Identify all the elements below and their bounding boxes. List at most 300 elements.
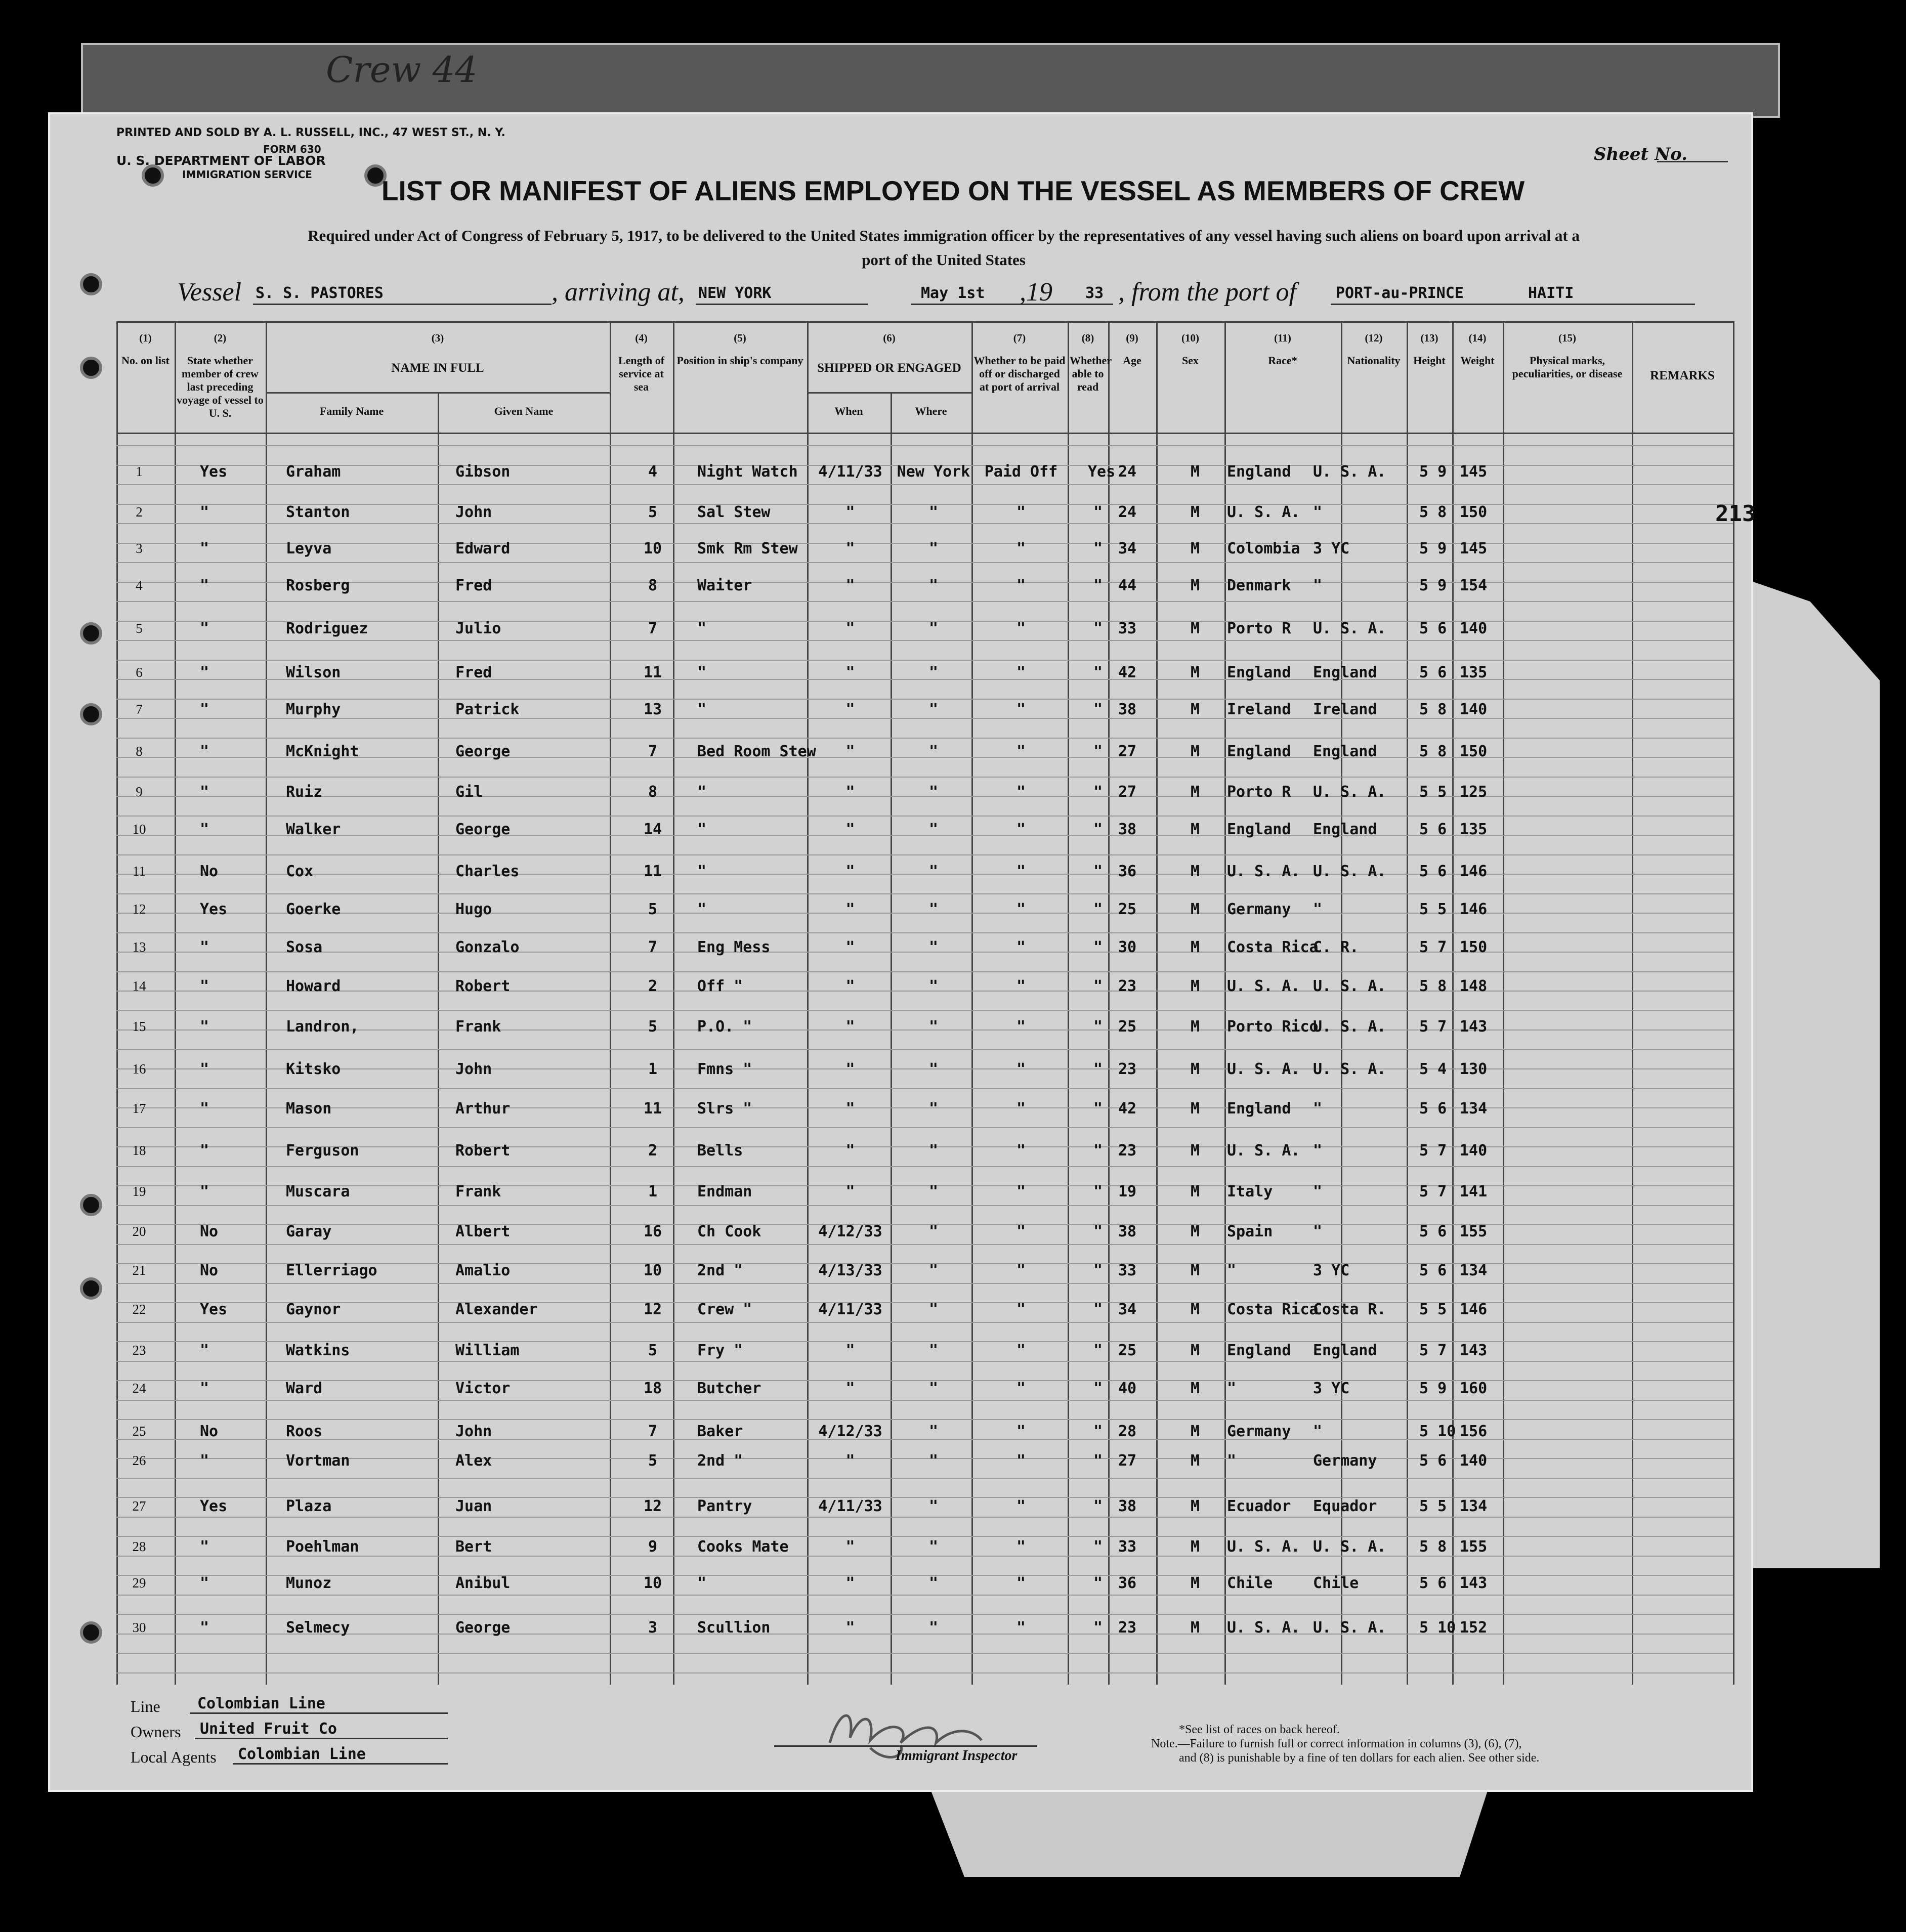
cell-when: " (845, 783, 855, 801)
grid-subcolumn-line (438, 392, 439, 1685)
cell-family: Rodriguez (286, 620, 368, 637)
punch-hole (80, 1194, 102, 1216)
cell-given: Robert (455, 977, 511, 995)
subtitle-line-2: port of the United States (862, 251, 1026, 269)
cell-paid: " (1016, 1380, 1026, 1397)
cell-age: 27 (1118, 743, 1137, 760)
cell-paid: " (1016, 577, 1026, 594)
subheader-given-name: Given Name (494, 405, 554, 417)
sheet-number-label: Sheet No. (1594, 144, 1688, 164)
cell-when: " (845, 620, 855, 637)
cell-paid: " (1016, 1183, 1026, 1200)
cell-prev: " (200, 1452, 209, 1470)
cell-paid: " (1016, 1142, 1026, 1160)
cell-race: Costa Rica (1227, 938, 1319, 956)
cell-wt: 152 (1460, 1619, 1488, 1637)
cell-nat: Germany (1313, 1452, 1377, 1470)
cell-read: Yes (1088, 463, 1116, 481)
grid-vertical-line (610, 321, 611, 1685)
cell-wt: 150 (1460, 503, 1488, 521)
cell-len: 7 (648, 620, 658, 637)
cell-paid: " (1016, 1100, 1026, 1118)
column-number: (3) (431, 332, 444, 344)
cell-when: " (845, 1574, 855, 1592)
cell-when: " (845, 977, 855, 995)
cell-sex: M (1190, 577, 1200, 594)
cell-prev: " (200, 1060, 209, 1078)
cell-family: Poehlman (286, 1538, 359, 1556)
cell-len: 10 (643, 1262, 662, 1279)
cell-age: 23 (1118, 1619, 1137, 1637)
cell-len: 11 (643, 863, 662, 880)
column-header: Nationality (1347, 354, 1401, 367)
cell-read: " (1093, 863, 1103, 880)
cell-age: 33 (1118, 1262, 1137, 1279)
cell-sex: M (1190, 938, 1200, 956)
cell-where: " (928, 977, 939, 995)
row-number: 24 (132, 1381, 146, 1396)
cell-sex: M (1190, 1538, 1200, 1556)
cell-read: " (1093, 1100, 1103, 1118)
ruled-line (116, 601, 1733, 602)
cell-ht: 5 6 (1419, 1452, 1447, 1470)
ruled-line (116, 1127, 1733, 1128)
cell-age: 36 (1118, 1574, 1137, 1592)
owners-value: United Fruit Co (200, 1720, 337, 1738)
cell-prev: " (200, 1183, 209, 1200)
cell-len: 11 (643, 1100, 662, 1118)
cell-when: " (845, 1619, 855, 1637)
cell-len: 7 (648, 938, 658, 956)
cell-read: " (1093, 1423, 1103, 1440)
vessel-name: S. S. PASTORES (256, 284, 384, 302)
row-number: 29 (132, 1575, 146, 1591)
grid-header-line (116, 321, 1733, 323)
cell-len: 10 (643, 540, 662, 557)
cell-len: 5 (648, 1452, 658, 1470)
cell-wt: 143 (1460, 1018, 1488, 1036)
cell-when: " (845, 503, 855, 521)
cell-given: Gibson (455, 463, 511, 481)
cell-age: 30 (1118, 938, 1137, 956)
inspector-underline (774, 1745, 1037, 1747)
ruled-line (116, 1049, 1733, 1050)
cell-paid: " (1016, 1223, 1026, 1240)
cell-nat: Ireland (1313, 701, 1377, 718)
cell-len: 14 (643, 821, 662, 838)
grid-vertical-line (1452, 321, 1454, 1685)
cell-ht: 5 9 (1419, 577, 1447, 594)
cell-prev: Yes (200, 900, 228, 918)
cell-pos: " (697, 620, 707, 637)
cell-race: England (1227, 664, 1291, 681)
cell-race: England (1227, 1100, 1291, 1118)
cell-given: Albert (455, 1223, 511, 1240)
column-number: (13) (1420, 332, 1438, 344)
cell-when: " (845, 540, 855, 557)
grid-vertical-line (116, 321, 118, 1685)
cell-when: " (845, 1538, 855, 1556)
cell-nat: 3 YC (1313, 1262, 1350, 1279)
cell-paid: " (1016, 620, 1026, 637)
cell-race: Chile (1227, 1574, 1273, 1592)
cell-ht: 5 9 (1419, 1380, 1447, 1397)
cell-wt: 145 (1460, 463, 1488, 481)
cell-wt: 143 (1460, 1574, 1488, 1592)
cell-where: " (928, 1100, 939, 1118)
column-number: (12) (1365, 332, 1383, 344)
cell-family: Ward (286, 1380, 323, 1397)
cell-race: Denmark (1227, 577, 1291, 594)
cell-age: 34 (1118, 540, 1137, 557)
cell-prev: " (200, 1538, 209, 1556)
ruled-line (116, 854, 1733, 855)
cell-sex: M (1190, 1183, 1200, 1200)
cell-nat: Chile (1313, 1574, 1359, 1592)
ruled-line (116, 1400, 1733, 1401)
sheet-number-line (1657, 161, 1728, 162)
cell-sex: M (1190, 1423, 1200, 1440)
cell-sex: M (1190, 1262, 1200, 1279)
cell-nat: Equador (1313, 1497, 1377, 1515)
cell-len: 13 (643, 701, 662, 718)
cell-len: 8 (648, 577, 658, 594)
cell-paid: " (1016, 783, 1026, 801)
cell-read: " (1093, 1060, 1103, 1078)
cell-prev: " (200, 1380, 209, 1397)
cell-age: 33 (1118, 620, 1137, 637)
cell-pos: Ch Cook (697, 1223, 761, 1240)
cell-where: " (928, 1619, 939, 1637)
row-number: 20 (132, 1224, 146, 1239)
cell-ht: 5 7 (1419, 938, 1447, 956)
cell-wt: 140 (1460, 701, 1488, 718)
ruled-line (116, 932, 1733, 933)
cell-read: " (1093, 1342, 1103, 1359)
cell-when: 4/11/33 (818, 1497, 882, 1515)
cell-family: Sosa (286, 938, 323, 956)
row-number: 3 (136, 541, 143, 556)
cell-given: Frank (455, 1018, 501, 1036)
cell-ht: 5 6 (1419, 664, 1447, 681)
cell-read: " (1093, 1574, 1103, 1592)
column-number: (11) (1274, 332, 1291, 344)
cell-family: Leyva (286, 540, 332, 557)
footnote-races: *See list of races on back hereof. (1179, 1723, 1340, 1736)
cell-given: Edward (455, 540, 511, 557)
cell-age: 25 (1118, 1018, 1137, 1036)
cell-race: Italy (1227, 1183, 1273, 1200)
ruled-line (116, 1653, 1733, 1654)
cell-nat: " (1313, 900, 1323, 918)
row-number: 9 (136, 784, 143, 799)
page-title: LIST OR MANIFEST OF ALIENS EMPLOYED ON THE VESSEL AS MEMBERS OF CREW (381, 175, 1525, 206)
cell-where: " (928, 900, 939, 918)
cell-pos: " (697, 900, 707, 918)
cell-pos: " (697, 1574, 707, 1592)
cell-age: 25 (1118, 1342, 1137, 1359)
cell-age: 24 (1118, 463, 1137, 481)
cell-when: 4/12/33 (818, 1423, 882, 1440)
row-number: 18 (132, 1143, 146, 1158)
grid-header-line (116, 433, 1733, 434)
cell-family: Ruiz (286, 783, 323, 801)
cell-prev: " (200, 821, 209, 838)
cell-sex: M (1190, 1223, 1200, 1240)
cell-paid: " (1016, 1538, 1026, 1556)
ruled-line (116, 815, 1733, 817)
cell-wt: 150 (1460, 743, 1488, 760)
cell-ht: 5 4 (1419, 1060, 1447, 1078)
cell-wt: 135 (1460, 821, 1488, 838)
cell-ht: 5 7 (1419, 1018, 1447, 1036)
cell-age: 38 (1118, 821, 1137, 838)
row-number: 12 (132, 901, 146, 917)
cell-paid: " (1016, 1342, 1026, 1359)
cell-given: Julio (455, 620, 501, 637)
cell-when: 4/12/33 (818, 1223, 882, 1240)
cell-nat: U. S. A. (1313, 463, 1386, 481)
owners-label: Owners (131, 1723, 181, 1741)
cell-when: " (845, 1380, 855, 1397)
cell-pos: Eng Mess (697, 938, 771, 956)
cell-nat: England (1313, 743, 1377, 760)
column-header: SHIPPED OR ENGAGED (817, 361, 961, 375)
column-number: (2) (214, 332, 227, 344)
cell-read: " (1093, 1380, 1103, 1397)
column-header: Sex (1182, 354, 1199, 367)
cell-family: McKnight (286, 743, 359, 760)
cell-race: Colombia (1227, 540, 1300, 557)
port-underline (1331, 304, 1695, 305)
cell-where: New York (897, 463, 970, 481)
grid-vertical-line (1156, 321, 1158, 1685)
cell-family: Cox (286, 863, 314, 880)
department: U. S. DEPARTMENT OF LABOR (116, 153, 326, 168)
departure-country: HAITI (1528, 284, 1574, 302)
cell-wt: 146 (1460, 1301, 1488, 1318)
grid-vertical-line (1632, 321, 1633, 1685)
cell-pos: " (697, 701, 707, 718)
cell-read: " (1093, 743, 1103, 760)
cell-read: " (1093, 1619, 1103, 1637)
cell-paid: " (1016, 977, 1026, 995)
cell-sex: M (1190, 1100, 1200, 1118)
cell-read: " (1093, 1452, 1103, 1470)
cell-nat: U. S. A. (1313, 783, 1386, 801)
cell-read: " (1093, 1183, 1103, 1200)
cell-read: " (1093, 701, 1103, 718)
cell-sex: M (1190, 1452, 1200, 1470)
arrival-date: May 1st (921, 284, 985, 302)
cell-where: " (928, 1452, 939, 1470)
cell-where: " (928, 503, 939, 521)
cell-when: " (845, 938, 855, 956)
cell-where: " (928, 1142, 939, 1160)
cell-wt: 134 (1460, 1100, 1488, 1118)
cell-wt: 140 (1460, 1452, 1488, 1470)
cell-read: " (1093, 1301, 1103, 1318)
cell-pos: Butcher (697, 1380, 761, 1397)
cell-sex: M (1190, 1060, 1200, 1078)
cell-age: 33 (1118, 1538, 1137, 1556)
cell-where: " (928, 821, 939, 838)
cell-prev: Yes (200, 1301, 228, 1318)
cell-given: Gil (455, 783, 483, 801)
cell-len: 4 (648, 463, 658, 481)
cell-pos: Scullion (697, 1619, 771, 1637)
cell-nat: U. S. A. (1313, 1619, 1386, 1637)
cell-prev: " (200, 701, 209, 718)
cell-family: Kitsko (286, 1060, 341, 1078)
row-number: 5 (136, 621, 143, 636)
cell-wt: 155 (1460, 1538, 1488, 1556)
punch-hole (80, 1277, 102, 1300)
cell-age: 38 (1118, 1223, 1137, 1240)
grid-vertical-line (1341, 321, 1342, 1685)
ruled-line (116, 777, 1733, 778)
row-number: 19 (132, 1184, 146, 1199)
ruled-line (116, 1614, 1733, 1615)
ruled-line (116, 1419, 1733, 1420)
cell-ht: 5 9 (1419, 463, 1447, 481)
cell-read: " (1093, 1223, 1103, 1240)
cell-pos: Crew " (697, 1301, 752, 1318)
cell-len: 5 (648, 503, 658, 521)
cell-when: " (845, 577, 855, 594)
cell-family: Mason (286, 1100, 332, 1118)
cell-race: England (1227, 463, 1291, 481)
cell-prev: " (200, 1018, 209, 1036)
cell-paid: " (1016, 863, 1026, 880)
row-number: 15 (132, 1019, 146, 1034)
cell-ht: 5 10 (1419, 1619, 1456, 1637)
cell-paid: " (1016, 1018, 1026, 1036)
punch-hole (80, 1621, 102, 1644)
punch-hole (80, 357, 102, 379)
cell-where: " (928, 1223, 939, 1240)
cell-given: George (455, 1619, 511, 1637)
cell-prev: " (200, 1574, 209, 1592)
cell-where: " (928, 664, 939, 681)
arriving-label: , arriving at, (552, 278, 685, 307)
cell-paid: " (1016, 664, 1026, 681)
grid-vertical-line (971, 321, 973, 1685)
cell-ht: 5 6 (1419, 863, 1447, 880)
row-number: 21 (132, 1263, 146, 1278)
top-strip (81, 43, 1780, 118)
cell-nat: U. S. A. (1313, 1060, 1386, 1078)
subtitle-line-1: Required under Act of Congress of February 5, 1917, to be delivered to the United States immigration officer by the representatives of any vessel having such aliens on board upon arrival at a (308, 227, 1580, 244)
row-number: 13 (132, 939, 146, 955)
cell-given: Juan (455, 1497, 492, 1515)
cell-wt: 160 (1460, 1380, 1488, 1397)
row-number: 4 (136, 578, 143, 593)
cell-paid: " (1016, 1452, 1026, 1470)
year-prefix: ,19 (1020, 278, 1052, 307)
cell-family: Ferguson (286, 1142, 359, 1160)
cell-nat: Costa R. (1313, 1301, 1386, 1318)
cell-pos: Night Watch (697, 463, 798, 481)
cell-ht: 5 5 (1419, 783, 1447, 801)
row-number: 25 (132, 1424, 146, 1439)
cell-when: " (845, 701, 855, 718)
cell-family: Graham (286, 463, 341, 481)
cell-given: Amalio (455, 1262, 511, 1279)
cell-wt: 146 (1460, 900, 1488, 918)
ruled-line (116, 660, 1733, 661)
cell-when: " (845, 1100, 855, 1118)
cell-family: Plaza (286, 1497, 332, 1515)
cell-read: " (1093, 900, 1103, 918)
cell-read: " (1093, 1497, 1103, 1515)
ruled-line (116, 1478, 1733, 1479)
cell-given: Anibul (455, 1574, 511, 1592)
column-header: Age (1123, 354, 1141, 367)
row-number: 10 (132, 822, 146, 837)
cell-race: England (1227, 821, 1291, 838)
cell-given: Bert (455, 1538, 492, 1556)
arriving-port: NEW YORK (698, 284, 772, 302)
cell-race: U. S. A. (1227, 1060, 1300, 1078)
cell-race: Germany (1227, 900, 1291, 918)
cell-given: John (455, 1060, 492, 1078)
cell-paid: " (1016, 1574, 1026, 1592)
cell-given: Frank (455, 1183, 501, 1200)
cell-nat: England (1313, 664, 1377, 681)
cell-ht: 5 9 (1419, 540, 1447, 557)
cell-pos: Fry " (697, 1342, 743, 1359)
column-header: Length of service at sea (618, 354, 665, 393)
cell-nat: " (1313, 577, 1323, 594)
attached-flap (1753, 582, 1880, 1568)
cell-age: 25 (1118, 900, 1137, 918)
cell-read: " (1093, 783, 1103, 801)
cell-age: 42 (1118, 664, 1137, 681)
cell-race: Ireland (1227, 701, 1291, 718)
cell-sex: M (1190, 1380, 1200, 1397)
cell-where: " (928, 743, 939, 760)
column-number: (6) (883, 332, 896, 344)
cell-age: 40 (1118, 1380, 1137, 1397)
cell-len: 11 (643, 664, 662, 681)
cell-ht: 5 6 (1419, 1100, 1447, 1118)
cell-ht: 5 7 (1419, 1183, 1447, 1200)
agents-underline (233, 1763, 448, 1765)
cell-given: Victor (455, 1380, 511, 1397)
cell-prev: " (200, 503, 209, 521)
cell-sex: M (1190, 701, 1200, 718)
row-number: 2 (136, 504, 143, 520)
cell-family: Ellerriago (286, 1262, 377, 1279)
cell-race: Costa Rica (1227, 1301, 1319, 1318)
cell-pos: " (697, 783, 707, 801)
cell-len: 12 (643, 1497, 662, 1515)
grid-vertical-line (1068, 321, 1069, 1685)
cell-len: 18 (643, 1380, 662, 1397)
cell-len: 10 (643, 1574, 662, 1592)
cell-wt: 150 (1460, 938, 1488, 956)
cell-read: " (1093, 1262, 1103, 1279)
row-number: 23 (132, 1343, 146, 1358)
ruled-line (116, 640, 1733, 641)
cell-pos: " (697, 664, 707, 681)
cell-given: John (455, 1423, 492, 1440)
cell-pos: Bells (697, 1142, 743, 1160)
cell-nat: 3 YC (1313, 1380, 1350, 1397)
cell-ht: 5 6 (1419, 1574, 1447, 1592)
cell-race: England (1227, 1342, 1291, 1359)
